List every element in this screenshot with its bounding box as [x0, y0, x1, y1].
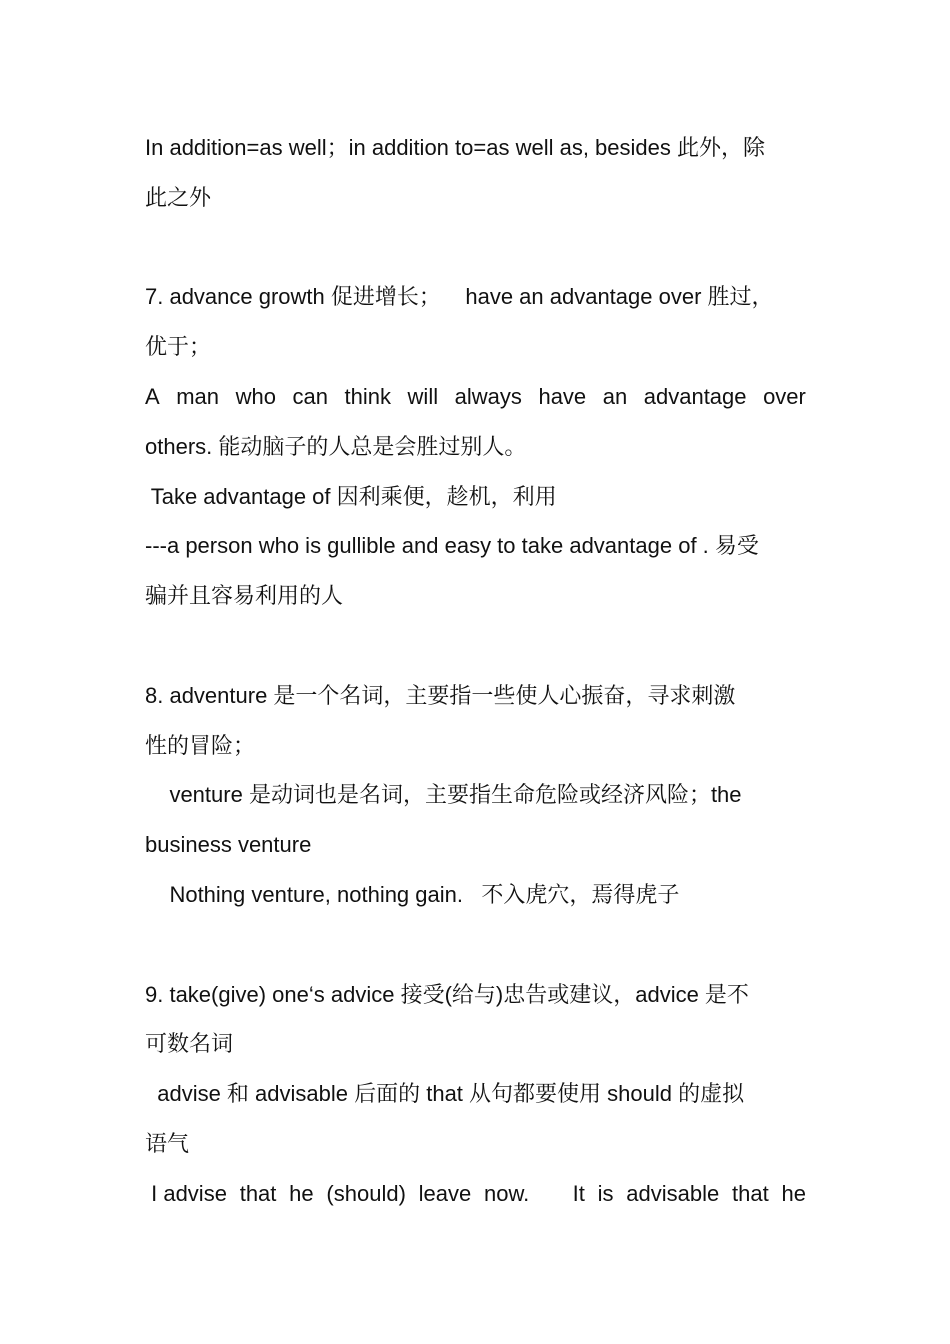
word: leave	[418, 1180, 472, 1206]
word: advantage	[643, 383, 747, 409]
text-line: 此之外	[145, 184, 212, 210]
word: over	[763, 383, 806, 409]
word: that	[732, 1180, 769, 1206]
word: he	[289, 1180, 314, 1206]
word: that	[239, 1180, 277, 1206]
justified-line	[145, 372, 806, 422]
word: A	[145, 383, 160, 409]
text-line: In addition=as well；in addition to=as well as, besides 此外，除	[145, 135, 765, 160]
blank-line	[145, 223, 806, 273]
word: always	[454, 383, 522, 409]
word: I advise	[145, 1180, 227, 1206]
word: can	[292, 383, 328, 409]
blank-line	[145, 920, 806, 970]
word: advisable	[626, 1180, 720, 1206]
word: think	[344, 383, 391, 409]
word: he	[781, 1180, 806, 1206]
text-line: ---a person who is gullible and easy to take advantage of . 易受	[145, 533, 759, 559]
document-body	[145, 123, 806, 1219]
text-line: others. 能动脑子的人总是会胜过别人。	[145, 433, 527, 459]
word: It	[542, 1180, 585, 1206]
word: who	[235, 383, 276, 409]
text-line: 性的冒险；	[145, 732, 256, 758]
entry-8-heading: 8. adventure 是一个名词，主要指一些使人心振奋，寻求刺激	[145, 682, 736, 708]
text-line: advise 和 advisable 后面的 that 从句都要使用 should 的虚拟	[145, 1081, 745, 1107]
text-line: 骗并且容易利用的人	[145, 583, 344, 609]
entry-7-heading: 7. advance growth 促进增长； have an advantage over 胜过，	[145, 284, 774, 310]
word: now.	[484, 1180, 530, 1206]
word: will	[407, 383, 439, 409]
text-line: 语气	[145, 1130, 190, 1156]
text-line: 可数名词	[145, 1031, 234, 1057]
text-line: venture 是动词也是名词，主要指生命危险或经济风险；the	[145, 782, 742, 808]
text-line: Nothing venture, nothing gain. 不入虎穴，焉得虎子	[145, 881, 680, 907]
text-line: business venture	[145, 832, 312, 858]
word: an	[602, 383, 628, 409]
word: have	[538, 383, 587, 409]
entry-9-heading: 9. take(give) one‘s advice 接受(给与)忠告或建议，advice 是不	[145, 981, 749, 1007]
text-line: Take advantage of 因利乘便，趁机，利用	[145, 483, 557, 509]
text-line: 优于；	[145, 334, 212, 360]
blank-line	[145, 621, 806, 671]
justified-line	[145, 1169, 806, 1219]
word: is	[597, 1180, 614, 1206]
word: (should)	[326, 1180, 406, 1206]
word: man	[176, 383, 220, 409]
